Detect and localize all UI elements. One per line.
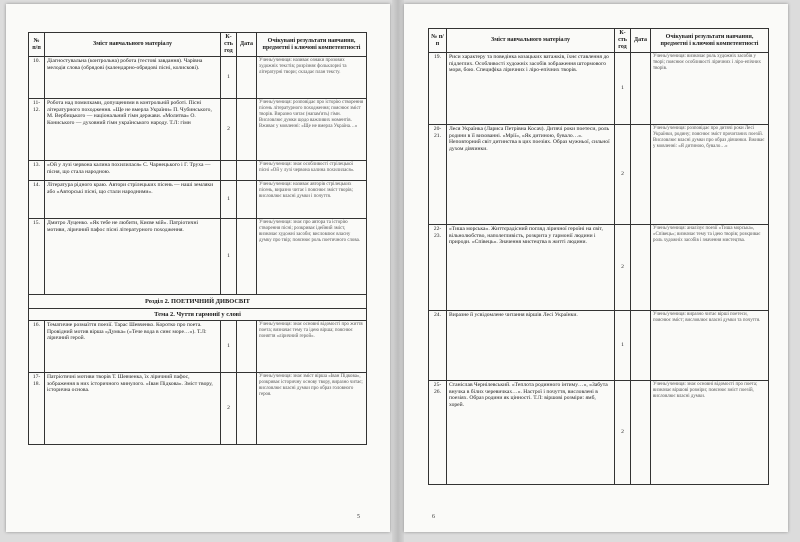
row-results: Учень/учениця: називає авторів стрілецьких пісень, виразно читає і пояснює зміст творів; висловлює власні думки і почуття. <box>257 181 367 219</box>
row-content: «Ой у лузі червона калина похилилася» С. Чарнецького і Г. Труха — пісня, що стала народною. <box>45 161 221 181</box>
row-results: Учень/учениця: розповідає про історію створення пісень літературного походження; пояснює зміст творів. Виразно читає (напам'ять) гімн. Висловлює думки щодо важливих моментів. Вживає у мовленні: «Ще не вмерла Україна…» <box>257 99 367 161</box>
row-date <box>237 99 257 161</box>
row-content: «Тиша морська». Життєрадісний погляд ліричної героїні на світ, вільнолюбство, наполегливість, розкрита у гармонії людини і природи. «Співець». Значення мистецтва в житті людини. <box>447 225 615 311</box>
row-num: 10. <box>29 57 45 99</box>
row-content: Література рідного краю. Автори стрілецьких пісень — наші земляки або «Авторські пісні, що стали народними». <box>45 181 221 219</box>
table-row <box>429 311 769 381</box>
table-row <box>29 57 367 99</box>
table-row <box>29 321 367 373</box>
right-curriculum-table <box>428 28 769 485</box>
right-page <box>404 4 788 532</box>
row-date <box>237 321 257 373</box>
row-date <box>631 53 651 125</box>
row-hours: 1 <box>615 53 631 125</box>
header-date: Дата <box>237 33 257 57</box>
row-results: Учень/учениця: знає зміст вірша «Іван Підкова», розкриває історичну основу твору, виразно читає; висловлює власні думки про образ головного героя. <box>257 373 367 445</box>
row-date <box>237 219 257 295</box>
row-content: Виразне й усвідомлене читання віршів Лесі Українки. <box>447 311 615 381</box>
row-num: 25-26. <box>429 381 447 485</box>
theme-title-row <box>29 309 367 321</box>
row-hours: 1 <box>615 311 631 381</box>
row-hours: 2 <box>615 381 631 485</box>
row-num: 15. <box>29 219 45 295</box>
table-header-row <box>29 33 367 57</box>
header-date: Дата <box>631 29 651 53</box>
row-date <box>631 225 651 311</box>
row-num: 11-12. <box>29 99 45 161</box>
header-hours: К-сть год <box>615 29 631 53</box>
table-row <box>429 53 769 125</box>
row-num: 17-18. <box>29 373 45 445</box>
row-num: 16. <box>29 321 45 373</box>
row-date <box>237 373 257 445</box>
table-row <box>429 381 769 485</box>
row-content: Робота над помилками, допущеними в контрольній роботі. Пісні літературного походження. «Ще не вмерла України» П. Чубинського, М. Вербицького — національний гімн держави. «Молитва» О. Кониського — духовний гімн українського народу. Т.Л: гімн <box>45 99 221 161</box>
table-row <box>429 225 769 311</box>
row-content: Риси характеру та поведінка козацьких ватажків, їхнє ставлення до підлеглих. Особливості художніх засобів зображення штормового моря, бою. Специфіка ліричних і ліро-епічних творів. <box>447 53 615 125</box>
row-date <box>631 381 651 485</box>
row-results: Учень/учениця: визначає роль художніх засобів у творі; пояснює особливості ліричних і ліро-епічних творів. <box>651 53 769 125</box>
row-hours: 1 <box>221 219 237 295</box>
row-date <box>631 311 651 381</box>
row-hours: 2 <box>221 373 237 445</box>
row-content: Дмитро Луценко. «Як тебе не любити, Києве мій». Патріотичні мотиви, ліричний пафос пісні літературного походження. <box>45 219 221 295</box>
row-hours: 2 <box>615 125 631 225</box>
row-content: Патріотичні мотиви творів Т. Шевченка, їх ліричний пафос, зображення в них історичного минулого. «Іван Підкова». Зміст твору, історична основа. <box>45 373 221 445</box>
header-hours: К-сть год <box>221 33 237 57</box>
section-title: Розділ 2. ПОЕТИЧНИЙ ДИВОСВІТ <box>29 295 367 309</box>
row-results: Учень/учениця: знає про автора та історію створення пісні; розкриває ідейний зміст, визначає художні засоби; висловлює власну думку про твір; пояснює роль поетичного слова. <box>257 219 367 295</box>
row-hours: 1 <box>221 181 237 219</box>
row-hours: 2 <box>221 99 237 161</box>
theme-title: Тема 2. Чуття гармонії у слові <box>29 309 367 321</box>
row-date <box>237 181 257 219</box>
row-num: 24. <box>429 311 447 381</box>
row-results: Учень/учениця: знає особливості стрілецької пісні «Ой у лузі червона калина похилилася». <box>257 161 367 181</box>
row-num: 13. <box>29 161 45 181</box>
left-page <box>6 4 390 532</box>
table-row <box>29 219 367 295</box>
row-hours: 2 <box>615 225 631 311</box>
page-number: 5 <box>357 514 360 520</box>
book-spine <box>392 0 404 542</box>
row-content: Діагностувальна (контрольна) робота (тестові завдання). Чарівна мелодія слова (обрядові (календарно-обрядові пісні, колискові). <box>45 57 221 99</box>
row-num: 22-23. <box>429 225 447 311</box>
section-title-row <box>29 295 367 309</box>
row-content: Станіслав Чернілевський. «Теплота родинного інтиму…», «Забута внучка в білих черевичках…». Настрої і почуття, висловлені в поезіях. Образ родини як цінності. Т.Л: віршові розміри: ямб, хорей. <box>447 381 615 485</box>
header-content: Зміст навчального матеріалу <box>45 33 221 57</box>
table-row <box>29 373 367 445</box>
row-num: 14. <box>29 181 45 219</box>
header-results: Очікувані результати навчання, предметні і ключові компетентності <box>257 33 367 57</box>
row-results: Учень/учениця: знає основні відомості про поета; визначає віршові розміри; пояснює зміст поезій, висловлює власні думки. <box>651 381 769 485</box>
header-num: № п/п <box>429 29 447 53</box>
row-results: Учень/учениця: називає ознаки прозових художніх текстів; розрізняє фольклорні та літературні твори; складає план тексту. <box>257 57 367 99</box>
row-hours: 1 <box>221 57 237 99</box>
row-hours <box>221 161 237 181</box>
row-num: 19. <box>429 53 447 125</box>
row-hours: 1 <box>221 321 237 373</box>
table-row <box>29 161 367 181</box>
row-results: Учень/учениця: виразно читає вірші поетеси, пояснює зміст; висловлює власні думки та почуття. <box>651 311 769 381</box>
row-content: Тематичне розмаїття поезії. Тарас Шевченко. Коротко про поета. Провідний мотив вірша «Думка» («Тече вода в синє море…»). Т.Л: ліричний герой. <box>45 321 221 373</box>
table-row <box>29 99 367 161</box>
header-num: № п/п <box>29 33 45 57</box>
row-results: Учень/учениця: розповідає про дитячі роки Лесі Українки, родину; пояснює зміст прочитаних поезій. Висловлює власні думки про образ дівчинки. Вживає у мовленні: «Я дитиною, бувало…» <box>651 125 769 225</box>
row-num: 20-21. <box>429 125 447 225</box>
row-results: Учень/учениця: аналізує поезії «Тиша морська», «Співець»; визначає тему та ідею творів; розкриває роль художніх засобів і значення мистецтва. <box>651 225 769 311</box>
page-number: 6 <box>432 514 435 520</box>
table-header-row <box>429 29 769 53</box>
row-date <box>237 161 257 181</box>
table-row <box>429 125 769 225</box>
row-date <box>631 125 651 225</box>
left-curriculum-table <box>28 32 367 445</box>
header-content: Зміст навчального матеріалу <box>447 29 615 53</box>
table-row <box>29 181 367 219</box>
header-results: Очікувані результати навчання, предметні і ключові компетентності <box>651 29 769 53</box>
row-date <box>237 57 257 99</box>
row-content: Леся Українка (Лариса Петрівна Косач). Дитячі роки поетеси, роль родини в її вихованні. «Мрії», «Як дитиною, бувало…». Неповторний світ дитинства в цих поезіях. Образ мужньої, сильної духом дівчинки. <box>447 125 615 225</box>
row-results: Учень/учениця: знає основні відомості про життя поета; визначає тему та ідею вірша; пояснює поняття «ліричний герой». <box>257 321 367 373</box>
